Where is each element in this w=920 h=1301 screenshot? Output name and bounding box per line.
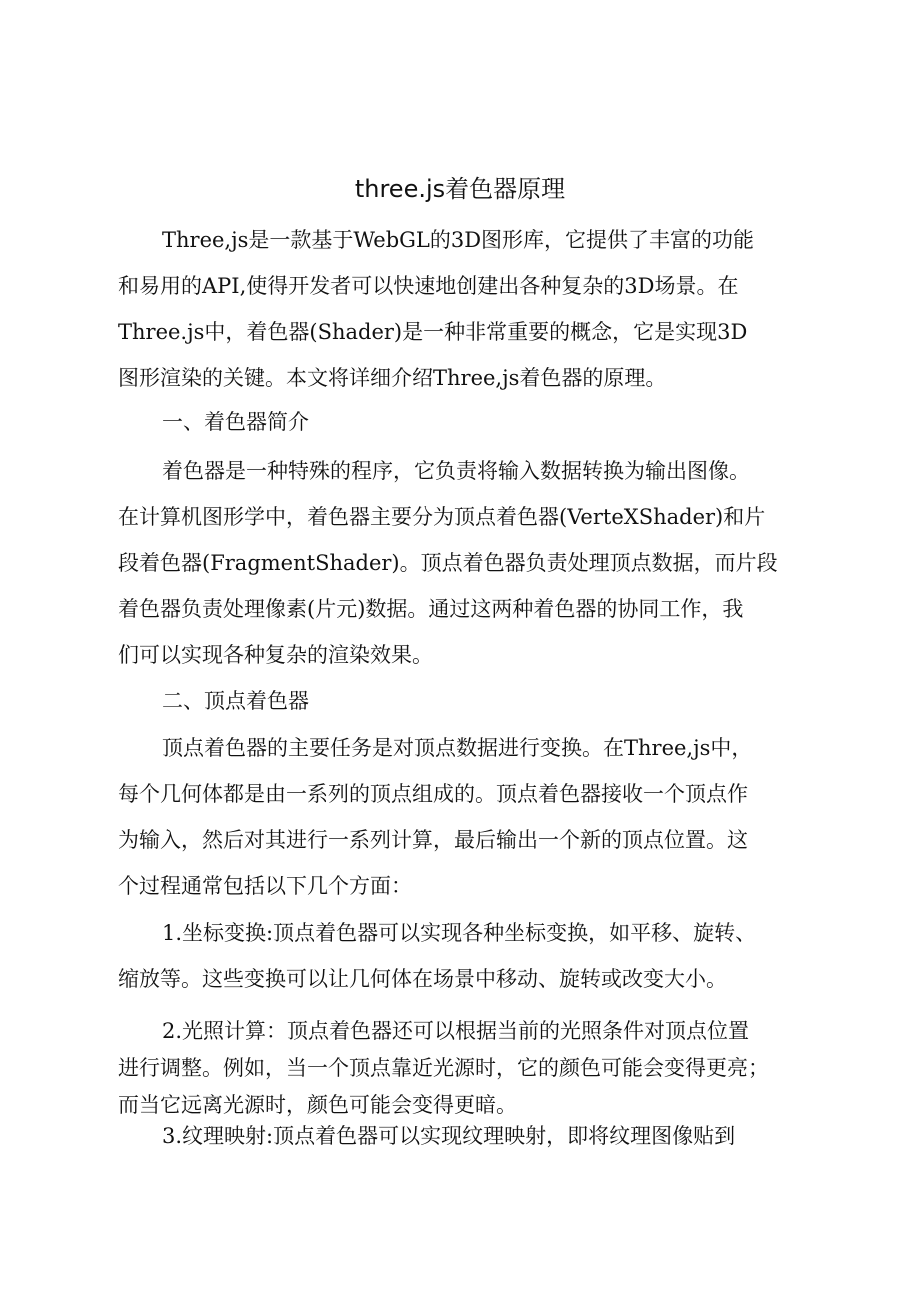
paragraph-vertex-shader [118,725,828,909]
paragraph-line: 和易用的API,使得开发者可以快速地创建出各种复杂的3D场景。在 [118,274,739,298]
paragraph-line: 为输入，然后对其进行一系列计算，最后输出一个新的顶点位置。这 [118,828,748,852]
paragraph-line: 2.光照计算：顶点着色器还可以根据当前的光照条件对顶点位置 [162,1019,750,1043]
paragraph-line: 进行调整。例如，当一个顶点靠近光源时，它的颜色可能会变得更亮； [118,1056,769,1080]
paragraph-line: 图形渲染的关键。本文将详细介绍Three,js着色器的原理。 [118,366,667,390]
list-item-lighting [118,1013,828,1124]
paragraph-line: 而当它远离光源时，颜色可能会变得更暗。 [118,1093,517,1117]
paragraph-line: 在计算机图形学中，着色器主要分为顶点着色器(VerteXShader)和片 [118,505,766,529]
paragraph-line: 3.纹理映射:顶点着色器可以实现纹理映射，即将纹理图像贴到 [162,1124,736,1148]
paragraph-line: 个过程通常包括以下几个方面： [118,874,412,898]
paragraph-line: Three.js中，着色器(Shader)是一种非常重要的概念，它是实现3D [118,320,748,344]
list-item-coordinate-transform [118,910,828,1002]
paragraph-line: 顶点着色器的主要任务是对顶点数据进行变换。在Three,js中， [162,736,753,760]
list-item-texture-mapping [118,1113,828,1159]
paragraph-line: 段着色器(FragmentShader)。顶点着色器负责处理顶点数据，而片段 [118,551,778,575]
paragraph-line: 着色器是一种特殊的程序，它负责将输入数据转换为输出图像。 [162,459,750,483]
paragraph-line: 们可以实现各种复杂的渲染效果。 [118,643,433,667]
paragraph-line: 着色器负责处理像素(片元)数据。通过这两种着色器的协同工作，我 [118,597,744,621]
section-heading-2: 二、顶点着色器 [162,689,309,713]
paragraph-line: Three,js是一款基于WebGL的3D图形库，它提供了丰富的功能 [162,228,755,252]
paragraph-intro [118,217,828,401]
paragraph-line: 每个几何体都是由一系列的顶点组成的。顶点着色器接收一个顶点作 [118,782,748,806]
section-heading-1: 一、着色器简介 [162,410,309,434]
document-title: three.js着色器原理 [354,175,566,203]
paragraph-line: 1.坐标变换:顶点着色器可以实现各种坐标变换，如平移、旋转、 [162,921,757,945]
paragraph-shader-intro [118,448,828,678]
paragraph-line: 缩放等。这些变换可以让几何体在场景中移动、旋转或改变大小。 [118,967,727,991]
